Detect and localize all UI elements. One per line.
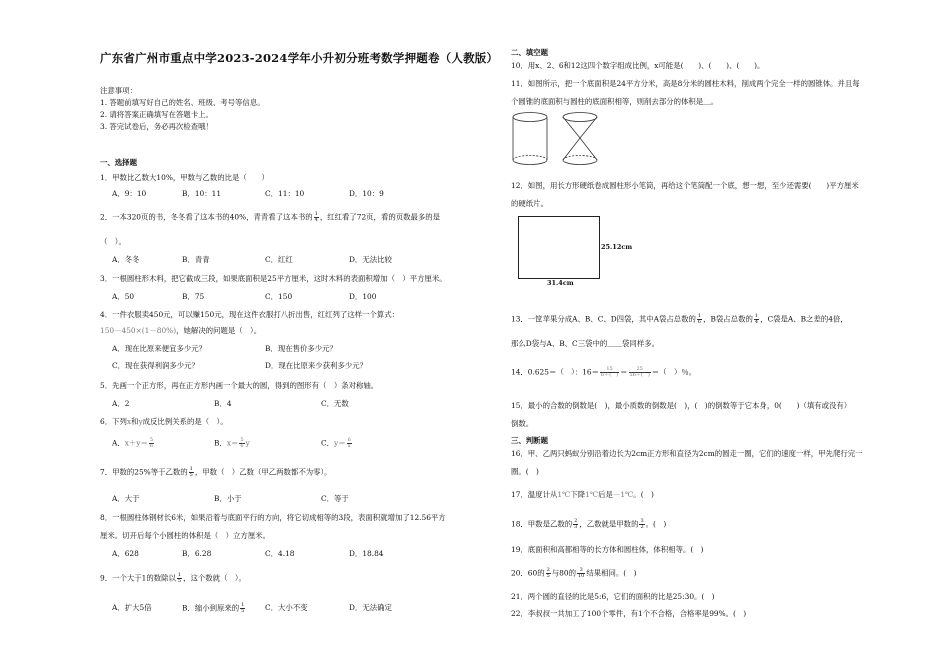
q3-option-a: A．50 xyxy=(112,292,135,301)
fraction: $\frac{3}{10}$ xyxy=(577,567,585,579)
q15-text-cont: 倒数。 xyxy=(511,419,534,428)
q11-text: 11．如图所示，把一个底面积是24平方分米，高是8分米的圆柱木料，削成两个完全一样的圆锥体。并且每 xyxy=(511,79,860,88)
rectangle-height-label: 25.12cm xyxy=(601,243,633,251)
q1-option-b: B．10：11 xyxy=(182,189,222,198)
q14-text: 14．0.625＝（ ）：16＝ $\frac{15}{6+( )}$ ＝ $\frac{25}{56+( )}$ ＝（ ）％。 xyxy=(511,366,697,378)
q4-option-b: B．现在售价多少元？ xyxy=(265,344,337,353)
q17-text: 17．温度计从1℃下降1℃后是－1℃。( ) xyxy=(511,490,654,499)
q3-option-d: D．100 xyxy=(349,292,377,301)
q15-text: 15．最小的合数的倒数是( )，最小质数的倒数是( )，( )的倒数等于它本身，0( )（填有或没有） xyxy=(511,401,852,410)
q19-text: 19．底面积和高都相等的长方体和圆柱体，体积相等。( ) xyxy=(511,545,704,554)
q4-stem: 4．一件衣服卖450元，可以赚150元，现在这件衣服打八折出售，红红列了这样一个算式： xyxy=(100,310,399,319)
q8-option-d: D．18.84 xyxy=(349,549,384,558)
q11-text-cont: 个圆锥的底面积与圆柱的底面积相等，则削去部分的体积是＿。 xyxy=(511,97,718,106)
q5-stem: 5．先画一个正方形，再在正方形内画一个最大的圆，得到的图形有（ ）条对称轴。 xyxy=(100,381,379,390)
fraction: $\frac{1}{5}$ xyxy=(241,602,245,614)
q2-stem-cont: （ ）。 xyxy=(100,237,126,246)
q6-option-b: B．x＝ $\frac{5}{6}$ y xyxy=(214,437,250,449)
q2-option-c: C．红红 xyxy=(265,255,293,264)
double-cone-drawing xyxy=(563,113,597,165)
q7-stem: 7．甲数的25%等于乙数的 $\frac{1}{5}$ ，甲数（ ）乙数（甲乙两数都不为零）。 xyxy=(100,466,332,478)
q16-text-cont: 圈。( ) xyxy=(511,467,539,476)
q2-stem: 2．一本320页的书，冬冬看了这本书的40%，青青看了这本书的 $\frac{1}{4}$ ，红红看了72页，看的页数最多的是 xyxy=(100,211,441,223)
q1-option-d: D．10：9 xyxy=(349,189,384,198)
q13-text-cont: 那么D袋与A、B、C三袋中的＿＿袋同样多。 xyxy=(511,339,659,348)
q2-option-d: D．无法比较 xyxy=(349,255,392,264)
fraction: $\frac{2}{3}$ xyxy=(574,518,578,530)
fraction: $\frac{25}{56+( )}$ xyxy=(629,366,650,378)
q9-option-a: A．扩大5倍 xyxy=(112,603,152,612)
q2-option-a: A．冬冬 xyxy=(112,255,140,264)
section-1-heading: 一、选择题 xyxy=(100,158,137,167)
q8-option-c: C．4.18 xyxy=(265,549,295,558)
q12-text-cont: 的硬纸片。 xyxy=(511,199,548,208)
q9-option-b: B．缩小到原来的 $\frac{1}{5}$ xyxy=(182,602,245,614)
paper-rectangle xyxy=(518,216,600,279)
section-2-heading: 二、填空题 xyxy=(511,48,548,57)
notice-line-3: 3. 答完试卷后，务必再次检查哦！ xyxy=(100,122,213,131)
notice-heading: 注意事项： xyxy=(100,86,137,95)
cylinder-drawing xyxy=(513,113,547,165)
fraction: $\frac{5}{6}$ xyxy=(149,437,154,449)
q9-option-d: D．无法确定 xyxy=(349,603,392,612)
q13-text: 13．一筐苹果分成A、B、C、D四袋，其中A袋占总数的 $\frac{1}{6}$ ，B袋占总数的 $\frac{1}{4}$ ，C袋是A、B之差的4倍， xyxy=(511,313,848,325)
q2-option-b: B．青青 xyxy=(182,255,210,264)
q1-option-c: C．11：10 xyxy=(265,189,305,198)
q16-text: 16．甲、乙两只蚂蚁分别沿着边长为2cm正方形和直径为2cm的圆走一圈，它们的速度一样，甲先爬行完一 xyxy=(511,449,863,458)
q12-text: 12．如图，用长方形硬纸卷成圆柱形小笔筒，再给这个笔筒配一个底，想一想，至少还需要( )平方厘米 xyxy=(511,181,859,190)
fraction: $\frac{15}{6+( )}$ xyxy=(601,366,619,378)
fraction: $\frac{1}{5}$ xyxy=(177,572,182,584)
q22-text: 22．李叔叔一共加工了100个零件，有1个不合格，合格率是99%。( ) xyxy=(511,609,747,618)
fraction: $\frac{1}{4}$ xyxy=(754,313,759,325)
q4-stem-cont: 150－450×(1－80%)，她解决的问题是（ ）。 xyxy=(100,326,262,335)
q7-option-a: A．大于 xyxy=(112,494,140,503)
q9-option-c: C．大小不变 xyxy=(265,603,308,612)
page-title: 广东省广州市重点中学2023-2024学年小升初分班考数学押题卷（人教版） xyxy=(100,51,499,65)
q6-option-a: A．x＋y＝ $\frac{5}{6}$ xyxy=(112,437,154,449)
q18-text: 18．甲数是乙数的 $\frac{2}{3}$ ，乙数就是甲数的 $\frac{3}{2}$ 。( ) xyxy=(511,518,667,530)
cylinder-cone-figure xyxy=(510,110,610,168)
q7-option-b: B．小于 xyxy=(214,494,242,503)
fraction: $\frac{5}{6}$ xyxy=(240,437,244,449)
q8-stem-cont: 厘米。切开后每个小圆柱的体积是（ ）立方厘米。 xyxy=(100,531,270,540)
q5-option-b: B．4 xyxy=(214,399,232,408)
q5-option-c: C．无数 xyxy=(321,399,349,408)
fraction: $\frac{3}{2}$ xyxy=(640,518,644,530)
q9-stem: 9．一个大于1的数除以 $\frac{1}{5}$ ，这个数就（ ）。 xyxy=(100,572,246,584)
q7-option-c: C．等于 xyxy=(321,494,349,503)
fraction: $\frac{2}{5}$ xyxy=(546,567,550,579)
q8-option-a: A．628 xyxy=(112,549,139,558)
fraction: $\frac{1}{5}$ xyxy=(189,466,193,478)
q3-option-c: C．150 xyxy=(265,292,293,301)
q1-option-a: A．9：10 xyxy=(112,189,147,198)
q10-text: 10．用x、2、6和12这四个数字组成比例，x可能是( )、( )、( )。 xyxy=(511,61,765,70)
q6-stem: 6．下列x和y成反比例关系的是（ ）。 xyxy=(100,417,228,426)
q8-option-b: B．6.28 xyxy=(182,549,212,558)
section-3-heading: 三、判断题 xyxy=(511,436,548,445)
fraction: $\frac{6}{x}$ xyxy=(347,437,351,449)
q8-stem: 8．一根圆柱体钢材长6米，如果沿着与底面平行的方向，将它切成相等的3段，表面积就增加了12.56平方 xyxy=(100,513,446,522)
q4-option-c: C．现在获得利润多少元？ xyxy=(112,361,199,370)
fraction: $\frac{1}{6}$ xyxy=(697,313,702,325)
q5-option-a: A．2 xyxy=(112,399,130,408)
q3-option-b: B．75 xyxy=(182,292,205,301)
q1-stem: 1．甲数比乙数大10%，甲数与乙数的比是（ ） xyxy=(100,173,269,182)
q3-stem: 3．一根圆柱形木料，把它截成三段，如果底面积是25平方厘米，这时木料的表面积增加（ ）平方厘米。 xyxy=(100,274,447,283)
q20-text: 20．60的 $\frac{2}{5}$ 与80的 $\frac{3}{10}$ 结果相同。( ) xyxy=(511,567,637,579)
q4-expression: 150－450×(1－80%) xyxy=(100,326,177,335)
notice-line-1: 1. 答题前填写好自己的姓名、班级、考号等信息。 xyxy=(100,98,265,107)
fraction: $\frac{1}{4}$ xyxy=(314,211,318,223)
q21-text: 21．两个圆的直径的比是5:6，它们的面积的比是25:30。( ) xyxy=(511,592,715,601)
notice-line-2: 2. 请将答案正确填写在答题卡上。 xyxy=(100,110,213,119)
q6-option-c: C．y＝ $\frac{6}{x}$ xyxy=(321,437,351,449)
q4-option-a: A．现在比原来便宜多少元？ xyxy=(112,344,207,353)
q4-option-d: D．现在比原来少获利多少元？ xyxy=(265,361,368,370)
rectangle-width-label: 31.4cm xyxy=(547,279,574,287)
